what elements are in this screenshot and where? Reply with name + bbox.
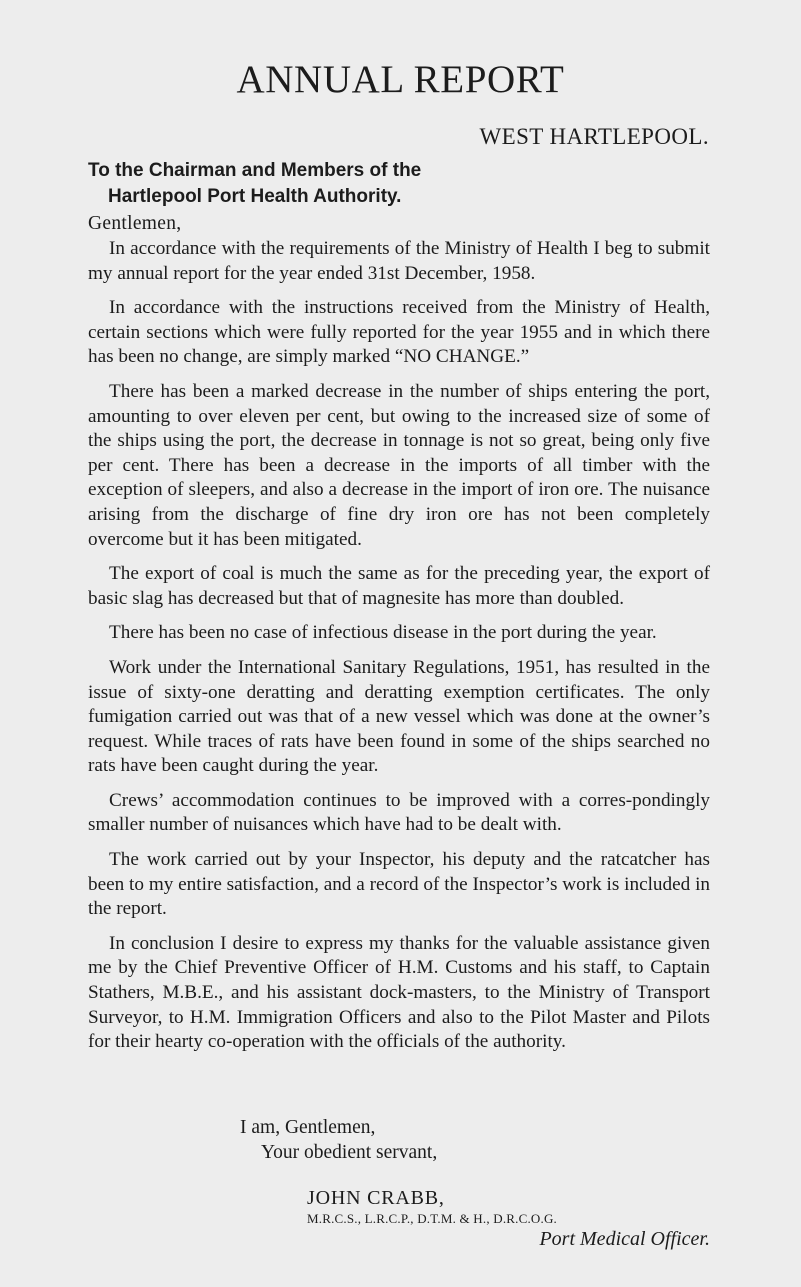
paragraph: The work carried out by your Inspector, his deputy and the ratcatcher has been to my entire satisfaction, and a record of the Inspector’s work is included in the report. — [88, 849, 710, 920]
page-title: ANNUAL REPORT — [236, 58, 565, 101]
paragraph: In conclusion I desire to express my thanks for the valuable assistance given me by the Chief Preventive Officer of H.M. Customs and his staff, to Captain Stathers, M.B.E., and his assistant dock-masters, to the Ministry of Transport Surveyor, to H.M. Immigration Officers and also to the Pilot Master and Pilots for their hearty co-operation with the officials of the authority. — [88, 932, 710, 1053]
addressee-block — [88, 158, 421, 210]
paragraph: There has been a marked decrease in the number of ships entering the port, amounting to over eleven per cent, but owing to the increased size of some of the ships using the port, the decrease in tonnage is not so great, being only five per cent. There has been a decrease in the imports of all timber with the exception of sleepers, and also a decrease in the import of iron ore. The nuisance arising from the discharge of fine dry iron ore has not been completely overcome but it has been mitigated. — [88, 380, 710, 550]
paragraph: There has been no case of infectious disease in the port during the year. — [109, 622, 657, 644]
paragraph: In accordance with the instructions received from the Ministry of Health, certain sections which were fully reported for the year 1955 and in which there has been no change, are simply marked “NO CHANGE.” — [88, 297, 710, 368]
place-heading: WEST HARTLEPOOL. — [479, 124, 709, 149]
signer-name: JOHN CRABB, — [307, 1187, 445, 1209]
paragraph: In accordance with the requirements of the Ministry of Health I beg to submit my annual report for the year ended 31st December, 1958. — [88, 238, 710, 284]
paragraph: The export of coal is much the same as for the preceding year, the export of basic slag has decreased but that of magnesite has more than doubled. — [88, 563, 710, 609]
addressee-line-2: Hartlepool Port Health Authority. — [108, 186, 402, 207]
closing-block — [240, 1116, 437, 1165]
closing-line-2: Your obedient servant, — [261, 1141, 438, 1163]
salutation: Gentlemen, — [88, 213, 182, 234]
addressee-line-1: To the Chairman and Members of the — [88, 160, 422, 181]
closing-line-1: I am, Gentlemen, — [240, 1117, 376, 1138]
paragraph: Crews’ accommodation continues to be improved with a corres-pondingly smaller number of nuisances which have had to be dealt with. — [88, 789, 710, 836]
report-body — [88, 237, 710, 1065]
signer-role: Port Medical Officer. — [539, 1228, 710, 1250]
paragraph: Work under the International Sanitary Regulations, 1951, has resulted in the issue of sixty-one deratting and deratting exemption certificates. The only fumigation carried out was that of a new vessel which was done at the owner’s request. While traces of rats have been found in some of the ships searched no rats have been caught during the year. — [88, 656, 710, 777]
signer-qualifications: M.R.C.S., L.R.C.P., D.T.M. & H., D.R.C.O.G. — [307, 1211, 557, 1226]
